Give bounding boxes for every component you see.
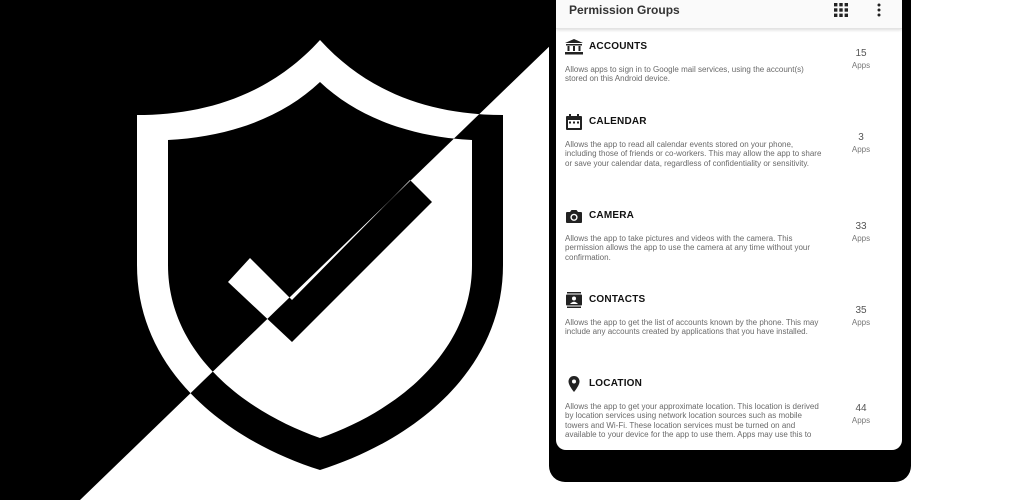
app-count-unit: Apps xyxy=(851,234,871,243)
app-count-unit: Apps xyxy=(851,318,871,327)
permission-description: Allows the app to read all calendar events stored on your phone, including those of friends or co-workers. This may allow the app to share or save your calendar data, regardless of confidentiality or sensitivity. xyxy=(565,140,822,168)
camera-icon xyxy=(565,208,583,224)
app-count-unit: Apps xyxy=(851,61,871,70)
app-count: 35 xyxy=(855,305,867,316)
permission-description: Allows the app to get your approximate location. This location is derived by location services using network location sources such as mobile towers and Wi-Fi. These location services must be turned on and available to your device for the app to use them. Apps may use this to xyxy=(565,402,819,440)
app-bar xyxy=(556,0,902,29)
app-count: 15 xyxy=(855,48,867,59)
grid-icon[interactable] xyxy=(834,3,848,22)
list-item-location[interactable] xyxy=(556,376,902,442)
app-count: 33 xyxy=(855,221,867,232)
location-pin-icon xyxy=(565,376,583,392)
permission-title: CAMERA xyxy=(589,210,635,221)
permission-description: Allows the app to get the list of accounts known by the phone. This may include any accounts created by applications that you have installed. xyxy=(565,318,819,337)
permission-title: CALENDAR xyxy=(589,116,647,127)
app-count: 44 xyxy=(855,403,867,414)
bank-icon xyxy=(565,39,583,55)
permission-title: LOCATION xyxy=(589,378,643,389)
more-vert-icon[interactable] xyxy=(876,3,882,22)
page-title: Permission Groups xyxy=(569,3,680,17)
contacts-icon xyxy=(565,292,583,308)
app-count: 3 xyxy=(858,132,864,143)
permission-title: CONTACTS xyxy=(589,294,646,305)
permission-title: ACCOUNTS xyxy=(589,41,648,52)
permission-description: Allows the app to take pictures and videos with the camera. This permission allows the app to use the camera at any time without your confirmation. xyxy=(565,234,811,262)
permission-description: Allows apps to sign in to Google mail services, using the account(s) stored on this Android device. xyxy=(565,65,804,84)
app-count-unit: Apps xyxy=(851,145,871,154)
calendar-icon xyxy=(565,114,583,130)
app-count-unit: Apps xyxy=(851,416,871,425)
phone-screen xyxy=(556,0,902,450)
